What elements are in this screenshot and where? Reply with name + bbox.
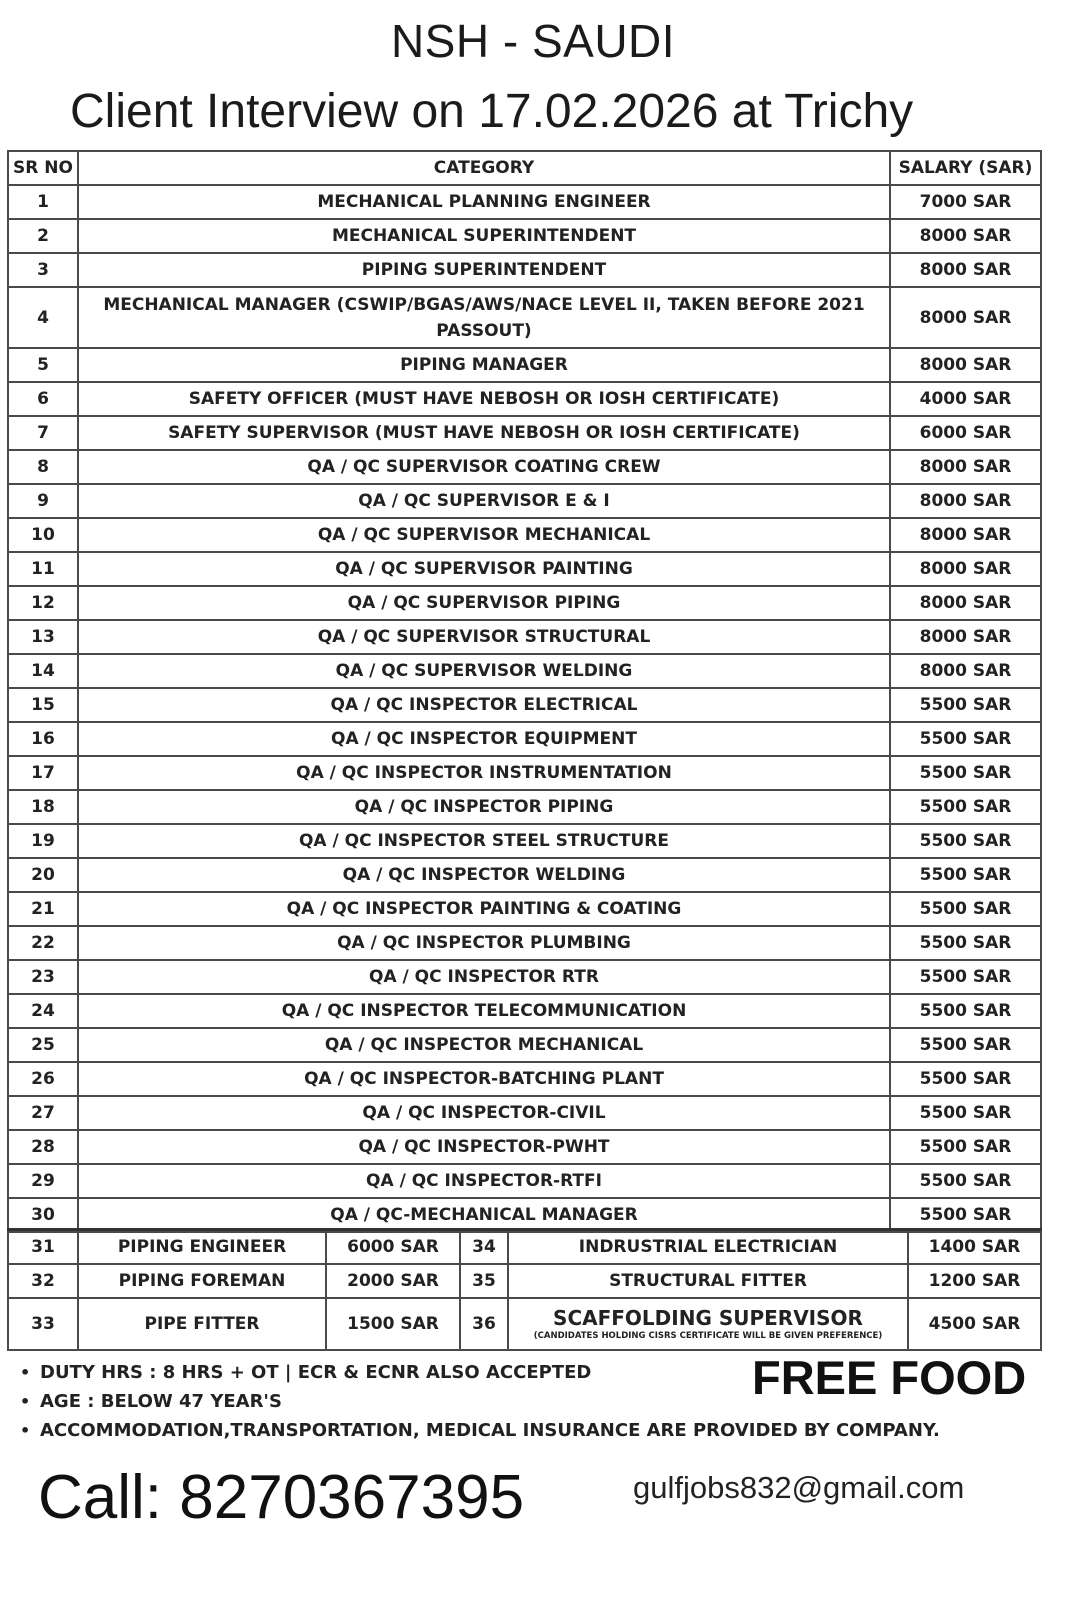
salary-cell: 8000 SAR — [890, 620, 1041, 654]
salary-cell: 8000 SAR — [890, 484, 1041, 518]
additional-jobs-table — [7, 1228, 1042, 1351]
salary-cell: 5500 SAR — [890, 926, 1041, 960]
salary-cell: 5500 SAR — [890, 1198, 1041, 1232]
sr-no-cell: 17 — [8, 756, 78, 790]
salary-cell: 8000 SAR — [890, 219, 1041, 253]
salary-cell: 5500 SAR — [890, 960, 1041, 994]
sr-no-cell: 2 — [8, 219, 78, 253]
salary-cell: 5500 SAR — [890, 790, 1041, 824]
salary-cell: 6000 SAR — [326, 1230, 460, 1264]
call-number: Call: 8270367395 — [38, 1463, 525, 1532]
category-cell: MECHANICAL SUPERINTENDENT — [78, 219, 890, 253]
category-cell: QA / QC INSPECTOR ELECTRICAL — [78, 688, 890, 722]
category-cell: QA / QC INSPECTOR-RTFI — [78, 1164, 890, 1198]
contact-email: gulfjobs832@gmail.com — [633, 1470, 965, 1505]
page-subtitle: Client Interview on 17.02.2026 at Trichy — [70, 85, 914, 138]
salary-cell: 8000 SAR — [890, 654, 1041, 688]
table-row — [8, 1230, 1041, 1264]
category-cell: INDRUSTRIAL ELECTRICIAN — [508, 1230, 908, 1264]
table-row — [8, 416, 1041, 450]
table-row — [8, 450, 1041, 484]
table-row — [8, 1028, 1041, 1062]
table-row — [8, 892, 1041, 926]
table-row — [8, 484, 1041, 518]
sr-no-cell: 16 — [8, 722, 78, 756]
salary-cell: 5500 SAR — [890, 756, 1041, 790]
category-cell: QA / QC INSPECTOR TELECOMMUNICATION — [78, 994, 890, 1028]
category-cell: STRUCTURAL FITTER — [508, 1264, 908, 1298]
free-food-banner: FREE FOOD — [752, 1351, 1027, 1404]
sr-no-cell: 24 — [8, 994, 78, 1028]
category-cell: QA / QC SUPERVISOR COATING CREW — [78, 450, 890, 484]
salary-cell: 5500 SAR — [890, 1164, 1041, 1198]
table-row — [8, 219, 1041, 253]
salary-cell: 7000 SAR — [890, 185, 1041, 219]
category-cell: QA / QC INSPECTOR MECHANICAL — [78, 1028, 890, 1062]
sr-no-cell: 9 — [8, 484, 78, 518]
category-cell: QA / QC SUPERVISOR WELDING — [78, 654, 890, 688]
category-cell: PIPING SUPERINTENDENT — [78, 253, 890, 287]
table-row — [8, 1062, 1041, 1096]
column-header-category: CATEGORY — [78, 151, 890, 185]
scaffolding-supervisor-title: SCAFFOLDING SUPERVISOR — [553, 1305, 863, 1330]
sr-no-cell: 19 — [8, 824, 78, 858]
category-cell: PIPING MANAGER — [78, 348, 890, 382]
salary-cell: 1500 SAR — [326, 1298, 460, 1350]
category-cell: MECHANICAL PLANNING ENGINEER — [78, 185, 890, 219]
salary-cell: 5500 SAR — [890, 994, 1041, 1028]
sr-no-cell: 27 — [8, 1096, 78, 1130]
salary-cell: 8000 SAR — [890, 253, 1041, 287]
table-row — [8, 518, 1041, 552]
table-row — [8, 858, 1041, 892]
salary-cell: 8000 SAR — [890, 586, 1041, 620]
bullet-icon: • — [20, 1363, 31, 1382]
sr-no-cell: 36 — [460, 1298, 508, 1350]
sr-no-cell: 5 — [8, 348, 78, 382]
category-cell: PIPE FITTER — [78, 1298, 326, 1350]
salary-cell: 5500 SAR — [890, 1062, 1041, 1096]
salary-cell: 5500 SAR — [890, 858, 1041, 892]
table-row — [8, 348, 1041, 382]
category-cell: QA / QC SUPERVISOR MECHANICAL — [78, 518, 890, 552]
salary-cell: 5500 SAR — [890, 824, 1041, 858]
salary-cell: 5500 SAR — [890, 1130, 1041, 1164]
note-text: DUTY HRS : 8 HRS + OT | ECR & ECNR ALSO ACCEPTED — [40, 1362, 592, 1383]
category-cell: QA / QC SUPERVISOR PAINTING — [78, 552, 890, 586]
sr-no-cell: 12 — [8, 586, 78, 620]
note-text: ACCOMMODATION,TRANSPORTATION, MEDICAL INSURANCE ARE PROVIDED BY COMPANY. — [40, 1420, 940, 1441]
category-cell: QA / QC INSPECTOR PLUMBING — [78, 926, 890, 960]
table-row — [8, 382, 1041, 416]
sr-no-cell: 1 — [8, 185, 78, 219]
category-cell: PIPING ENGINEER — [78, 1230, 326, 1264]
table-row — [8, 185, 1041, 219]
table-row — [8, 1130, 1041, 1164]
table-row — [8, 1096, 1041, 1130]
table-row — [8, 790, 1041, 824]
category-cell: QA / QC SUPERVISOR STRUCTURAL — [78, 620, 890, 654]
category-cell: QA / QC INSPECTOR-CIVIL — [78, 1096, 890, 1130]
sr-no-cell: 18 — [8, 790, 78, 824]
salary-cell: 4000 SAR — [890, 382, 1041, 416]
category-cell: QA / QC INSPECTOR PAINTING & COATING — [78, 892, 890, 926]
category-cell: QA / QC INSPECTOR-BATCHING PLANT — [78, 1062, 890, 1096]
sr-no-cell: 26 — [8, 1062, 78, 1096]
sr-no-cell: 4 — [8, 287, 78, 348]
column-header-sr-no: SR NO — [8, 151, 78, 185]
table-row — [8, 552, 1041, 586]
table-row — [8, 620, 1041, 654]
sr-no-cell: 8 — [8, 450, 78, 484]
page-title: NSH - SAUDI — [390, 15, 676, 67]
salary-cell: 5500 SAR — [890, 722, 1041, 756]
salary-cell: 5500 SAR — [890, 1028, 1041, 1062]
salary-cell: 5500 SAR — [890, 1096, 1041, 1130]
sr-no-cell: 7 — [8, 416, 78, 450]
sr-no-cell: 29 — [8, 1164, 78, 1198]
table-row — [8, 586, 1041, 620]
sr-no-cell: 3 — [8, 253, 78, 287]
salary-cell: 5500 SAR — [890, 688, 1041, 722]
scaffolding-supervisor-note: (CANDIDATES HOLDING CISRS CERTIFICATE WILL BE GIVEN PREFERENCE) — [533, 1330, 883, 1341]
sr-no-cell: 32 — [8, 1264, 78, 1298]
table-row — [8, 1264, 1041, 1298]
sr-no-cell: 33 — [8, 1298, 78, 1350]
category-cell: SAFETY OFFICER (MUST HAVE NEBOSH OR IOSH CERTIFICATE) — [78, 382, 890, 416]
sr-no-cell: 13 — [8, 620, 78, 654]
salary-cell: 8000 SAR — [890, 450, 1041, 484]
sr-no-cell: 14 — [8, 654, 78, 688]
category-cell: QA / QC-MECHANICAL MANAGER — [78, 1198, 890, 1232]
sr-no-cell: 34 — [460, 1230, 508, 1264]
category-cell: QA / QC INSPECTOR INSTRUMENTATION — [78, 756, 890, 790]
salary-cell: 5500 SAR — [890, 892, 1041, 926]
table-row — [8, 1164, 1041, 1198]
sr-no-cell: 23 — [8, 960, 78, 994]
salary-cell: 1200 SAR — [908, 1264, 1041, 1298]
salary-cell: 2000 SAR — [326, 1264, 460, 1298]
salary-cell: 8000 SAR — [890, 552, 1041, 586]
table-row — [8, 253, 1041, 287]
salary-cell: 1400 SAR — [908, 1230, 1041, 1264]
table-row — [8, 722, 1041, 756]
table-row — [8, 1198, 1041, 1232]
salary-cell: 8000 SAR — [890, 348, 1041, 382]
column-header-salary: SALARY (SAR) — [890, 151, 1041, 185]
bullet-icon: • — [20, 1392, 31, 1411]
sr-no-cell: 6 — [8, 382, 78, 416]
table-row — [8, 1298, 1041, 1350]
table-row — [8, 994, 1041, 1028]
sr-no-cell: 20 — [8, 858, 78, 892]
sr-no-cell: 22 — [8, 926, 78, 960]
sr-no-cell: 21 — [8, 892, 78, 926]
job-table — [7, 150, 1042, 1233]
salary-cell: 6000 SAR — [890, 416, 1041, 450]
category-cell: QA / QC INSPECTOR-PWHT — [78, 1130, 890, 1164]
category-cell: QA / QC INSPECTOR EQUIPMENT — [78, 722, 890, 756]
table-row — [8, 287, 1041, 348]
table-row — [8, 926, 1041, 960]
category-cell: SAFETY SUPERVISOR (MUST HAVE NEBOSH OR IOSH CERTIFICATE) — [78, 416, 890, 450]
category-cell: QA / QC INSPECTOR PIPING — [78, 790, 890, 824]
category-cell: QA / QC SUPERVISOR E & I — [78, 484, 890, 518]
salary-cell: 4500 SAR — [908, 1298, 1041, 1350]
sr-no-cell: 10 — [8, 518, 78, 552]
sr-no-cell: 25 — [8, 1028, 78, 1062]
sr-no-cell: 30 — [8, 1198, 78, 1232]
sr-no-cell: 31 — [8, 1230, 78, 1264]
table-row — [8, 960, 1041, 994]
sr-no-cell: 15 — [8, 688, 78, 722]
table-row — [8, 688, 1041, 722]
table-row — [8, 654, 1041, 688]
category-cell: QA / QC INSPECTOR STEEL STRUCTURE — [78, 824, 890, 858]
table-header-row — [8, 151, 1041, 185]
category-cell — [508, 1298, 908, 1350]
sr-no-cell: 35 — [460, 1264, 508, 1298]
category-cell: QA / QC INSPECTOR WELDING — [78, 858, 890, 892]
category-cell: QA / QC INSPECTOR RTR — [78, 960, 890, 994]
table-row — [8, 756, 1041, 790]
salary-cell: 8000 SAR — [890, 518, 1041, 552]
list-item — [20, 1416, 940, 1445]
table-row — [8, 824, 1041, 858]
bullet-icon: • — [20, 1421, 31, 1440]
category-cell: MECHANICAL MANAGER (CSWIP/BGAS/AWS/NACE LEVEL II, TAKEN BEFORE 2021 PASSOUT) — [78, 287, 890, 348]
sr-no-cell: 28 — [8, 1130, 78, 1164]
sr-no-cell: 11 — [8, 552, 78, 586]
note-text: AGE : BELOW 47 YEAR'S — [40, 1391, 282, 1412]
category-cell: QA / QC SUPERVISOR PIPING — [78, 586, 890, 620]
category-cell: PIPING FOREMAN — [78, 1264, 326, 1298]
salary-cell: 8000 SAR — [890, 287, 1041, 348]
